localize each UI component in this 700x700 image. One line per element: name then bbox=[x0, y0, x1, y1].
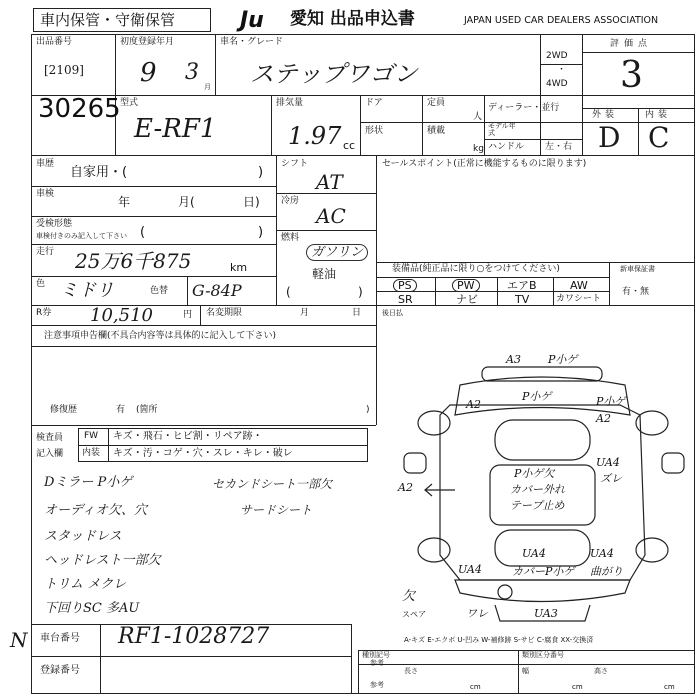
height-unit: cm bbox=[664, 683, 675, 691]
notes-label: 注意事項申告欄(不具合内容等は具体的に記入して下さい) bbox=[44, 331, 277, 341]
classification-label: 種別記号 bbox=[362, 651, 390, 659]
car-diagram bbox=[400, 345, 695, 630]
fw-items: キズ・飛石・ヒビ割・リペア跡・ bbox=[113, 431, 263, 442]
drive-2wd: 2WD bbox=[546, 51, 568, 61]
diag-spare-mark: 欠 bbox=[402, 589, 416, 604]
registration-year: 9 bbox=[140, 58, 157, 88]
ju-logo: Ju bbox=[240, 8, 264, 33]
inspector-label-1: 検査員 bbox=[36, 433, 64, 443]
sales-point-label: セールスポイント(正常に機能するものに限ります) bbox=[382, 159, 587, 169]
steering-options: 左・右 bbox=[545, 142, 573, 152]
interior-label: 内装 bbox=[645, 110, 672, 120]
length-label: 長さ bbox=[404, 667, 418, 675]
mileage-unit: km bbox=[230, 261, 248, 274]
dimension-reference: 参考 bbox=[370, 681, 384, 689]
length-unit: cm bbox=[470, 683, 481, 691]
diag-a2-mid: A2 bbox=[398, 481, 413, 494]
capacity-unit: 人 bbox=[473, 112, 483, 122]
diag-a3-top: A3 bbox=[506, 353, 521, 366]
inspector-label-2: 記入欄 bbox=[36, 449, 64, 459]
displacement-unit: cc bbox=[343, 139, 356, 152]
repair-history-label: 修復歴 bbox=[50, 405, 78, 415]
width-label: 幅 bbox=[522, 667, 529, 675]
car-name-value: ステップワゴン bbox=[250, 60, 418, 88]
storage-label: 車内保管・守衛保管 bbox=[40, 11, 176, 29]
aircon-value: AC bbox=[316, 204, 346, 228]
transfer-label: 名変期限 bbox=[206, 308, 243, 318]
accept-note: 車検付きのみ記入して下さい bbox=[36, 232, 127, 240]
fuel-label: 燃料 bbox=[281, 233, 300, 243]
drive-4wd: 4WD bbox=[546, 79, 568, 89]
note-line-1: Dミラー P小ゲ bbox=[44, 475, 133, 490]
note-line-3: スタッドレス bbox=[44, 529, 122, 544]
note-line-6: 下回りSC 多AU bbox=[44, 601, 140, 616]
diag-ua4-rear: UA4 bbox=[522, 547, 546, 560]
color-value: ミドリ bbox=[60, 280, 114, 301]
equipment-label: 装備品(純正品に限り○をつけてください) bbox=[392, 264, 560, 274]
color-code: G-84P bbox=[192, 281, 242, 300]
height-label: 高さ bbox=[594, 667, 608, 675]
accept-paren-open: ( bbox=[140, 225, 146, 240]
interior-defect-items: キズ・汚・コゲ・穴・スレ・キレ・破レ bbox=[113, 448, 293, 459]
chassis-label: 車台番号 bbox=[40, 633, 80, 644]
note-line-5: トリム メクレ bbox=[44, 577, 127, 592]
recycle-label: R券 bbox=[36, 308, 52, 318]
equip-aw: AW bbox=[570, 279, 588, 292]
diag-center-note-2: カバー外れ bbox=[510, 483, 565, 496]
diag-center-note-1: P小ゲ欠 bbox=[514, 467, 555, 480]
repair-close: ) bbox=[366, 405, 370, 415]
registration-number-label: 登録番号 bbox=[40, 665, 80, 676]
color-label: 色 bbox=[36, 279, 46, 289]
diag-a2-right: A2 bbox=[596, 412, 611, 425]
diag-cover-p: カバーP小ゲ bbox=[512, 565, 575, 578]
classification-reference: 参考 bbox=[370, 659, 384, 667]
note-line-4: ヘッドレスト一部欠 bbox=[44, 553, 161, 568]
new-warranty-label: 新車保証書 bbox=[620, 265, 655, 273]
shift-label: シフト bbox=[281, 159, 309, 169]
first-registration-label: 初度登録年月 bbox=[120, 37, 175, 47]
association-name: JAPAN USED CAR DEALERS ASSOCIATION bbox=[464, 15, 659, 26]
car-name-label: 車名・グレード bbox=[220, 37, 284, 47]
diag-magari: 曲がり bbox=[590, 565, 623, 578]
equip-airbag: エアB bbox=[507, 279, 537, 292]
chassis-number: RF1-1028727 bbox=[118, 624, 270, 649]
repair-has: 有 bbox=[116, 405, 126, 415]
diag-p-top: P小ゲ bbox=[548, 353, 578, 366]
equip-seat: カワシート bbox=[556, 294, 602, 304]
repair-place: (箇所 bbox=[136, 405, 158, 415]
form-title: 愛知 出品申込書 bbox=[290, 9, 415, 29]
capacity-label: 定員 bbox=[427, 98, 446, 108]
displacement-value: 1.97 bbox=[288, 122, 342, 150]
shift-value: AT bbox=[316, 170, 343, 194]
inspection-year: 年 bbox=[118, 195, 131, 209]
interior-grade: C bbox=[648, 121, 670, 154]
association-logo bbox=[240, 8, 286, 34]
fuel-diesel: 軽油 bbox=[312, 267, 337, 281]
displacement-label: 排気量 bbox=[276, 98, 304, 108]
diag-p-roof: P小ゲ bbox=[522, 390, 552, 403]
exterior-grade: D bbox=[598, 121, 621, 154]
rating-score: 3 bbox=[620, 55, 643, 96]
drive-dot: ・ bbox=[557, 65, 567, 75]
diag-ua4-right: UA4 bbox=[596, 456, 620, 469]
damage-legend: A-キズ E-エクボ U-凹み W-補修跡 S-サビ C-腐食 XX-交換済 bbox=[404, 636, 594, 644]
equip-ps: PS bbox=[393, 279, 417, 292]
model-label: 型式 bbox=[120, 98, 139, 108]
doors-label: ドア bbox=[365, 98, 383, 108]
mileage-label: 走行 bbox=[36, 247, 55, 257]
fuel-gasoline: ガソリン bbox=[306, 244, 368, 261]
accept-label: 受検形態 bbox=[36, 219, 73, 229]
note-right-1: セカンドシート一部欠 bbox=[212, 477, 333, 491]
lot-sub-code: [2109] bbox=[44, 63, 84, 77]
diag-p-right: P小ゲ bbox=[596, 395, 626, 408]
steering-label: ハンドル bbox=[488, 142, 525, 152]
note-right-2: サードシート bbox=[240, 503, 313, 517]
fuel-paren-close: ) bbox=[358, 285, 363, 299]
lot-number: 30265 bbox=[38, 94, 121, 124]
lot-number-label: 出品番号 bbox=[36, 37, 73, 47]
mileage-value: 25万6千875 bbox=[75, 249, 192, 273]
aircon-label: 冷房 bbox=[281, 196, 300, 206]
recycle-value: 10,510 bbox=[90, 305, 153, 326]
diag-center-note-3: テープ止め bbox=[510, 499, 565, 512]
inspection-month: 月( bbox=[178, 195, 195, 209]
diag-zure: ズレ bbox=[600, 472, 622, 485]
registration-month: 3 bbox=[185, 60, 199, 85]
rear-label: 後日払 bbox=[382, 309, 403, 317]
load-label: 積載 bbox=[427, 126, 446, 136]
fuel-paren-open: ( bbox=[286, 285, 291, 299]
model-year-label: モデル年式 bbox=[488, 122, 516, 137]
equip-sr: SR bbox=[398, 293, 413, 306]
shape-label: 形状 bbox=[365, 126, 384, 136]
registration-month-unit: 月 bbox=[204, 83, 211, 91]
rating-label: 評価点 bbox=[610, 39, 653, 49]
storage-label-box bbox=[33, 8, 211, 32]
diag-spare-label: スペア bbox=[402, 610, 426, 619]
exterior-label: 外装 bbox=[592, 110, 619, 120]
equip-tv: TV bbox=[515, 293, 530, 306]
diag-ua3: UA3 bbox=[534, 607, 558, 620]
usage-value: 自家用・( bbox=[70, 165, 128, 180]
width-unit: cm bbox=[572, 683, 583, 691]
note-line-2: オーディオ欠、穴 bbox=[44, 503, 147, 518]
recycle-unit: 円 bbox=[183, 310, 193, 320]
equip-navi: ナビ bbox=[456, 293, 478, 306]
dealer-label: ディーラー・並行 bbox=[488, 103, 560, 113]
diag-ua4-r2: UA4 bbox=[590, 547, 614, 560]
transfer-day: 日 bbox=[352, 308, 362, 318]
diag-ware: ワレ bbox=[466, 607, 488, 620]
inspection-label: 車検 bbox=[36, 189, 55, 199]
color-change-label: 色替 bbox=[150, 286, 169, 296]
new-warranty-options: 有・無 bbox=[622, 287, 650, 297]
fw-label: FW bbox=[84, 431, 99, 441]
load-unit: kg bbox=[473, 144, 484, 154]
usage-close: ) bbox=[258, 165, 264, 180]
diag-a2-left: A2 bbox=[466, 398, 481, 411]
accept-paren-close: ) bbox=[258, 225, 264, 240]
model-value: E-RF1 bbox=[134, 114, 217, 144]
equip-pw: PW bbox=[452, 279, 480, 292]
usage-label: 車歴 bbox=[36, 159, 55, 169]
interior-defect-label: 内装 bbox=[82, 448, 101, 458]
diag-ua4-left: UA4 bbox=[458, 563, 482, 576]
transfer-month: 月 bbox=[300, 308, 310, 318]
class-number-label: 類別区分番号 bbox=[522, 651, 564, 659]
margin-mark: N bbox=[10, 628, 28, 652]
inspection-day: 日) bbox=[243, 195, 260, 209]
